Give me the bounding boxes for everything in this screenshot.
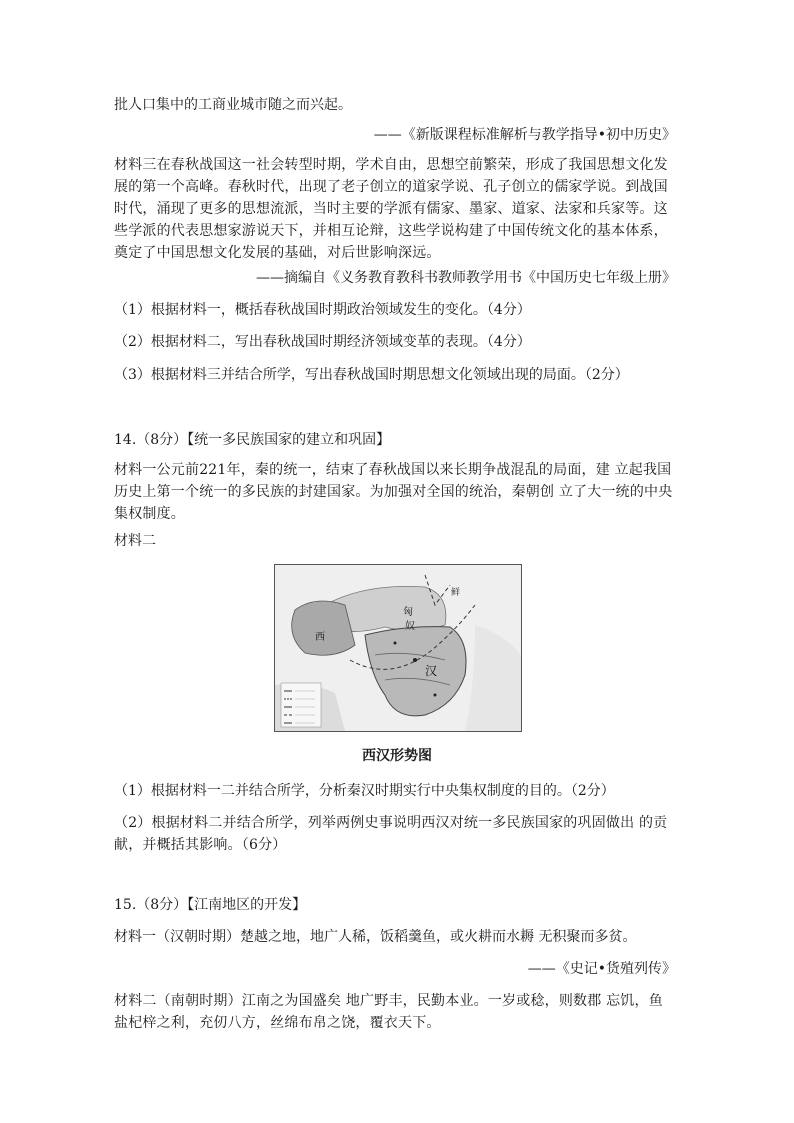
q13-question-2: （2）根据材料二，写出春秋战国时期经济领域变革的表现。（4分） [114, 334, 531, 350]
q13-question-3: （3）根据材料三并结合所学，写出春秋战国时期思想文化领域出现的局面。（2分） [114, 367, 629, 383]
map-label-han: 汉 [425, 664, 438, 678]
western-han-map [274, 564, 522, 732]
map-caption: 西汉形势图 [362, 748, 432, 764]
q15-material-2: 材料二（南朝时期）江南之为国盛矣 地广野丰，民勤本业。一岁或稔，则数郡 忘饥，鱼盐杞梓之利，充仞八方，丝绵布帛之饶，覆衣天下。 [114, 993, 663, 1031]
q15-heading: 15.（8分）【江南地区的开发】 [114, 897, 307, 913]
map-label-xianbei: 鲜 [451, 588, 461, 598]
q14-material-1: 材料一公元前221年，秦的统一，结束了春秋战国以来长期争战混乱的局面，建 立起我国历史上第一个统一的多民族的封建国家。为加强对全国的统治，秦朝创 立了大一统的中央集权制度。 [114, 462, 673, 522]
map-graphic [275, 565, 521, 731]
q14-material-2-label: 材料二 [114, 533, 156, 549]
map-label-xi: 西 [315, 632, 325, 643]
q14-heading: 14.（8分）【统一多民族国家的建立和巩固】 [114, 432, 391, 448]
q14-question-2: （2）根据材料二并结合所学，列举两例史事说明西汉对统一多民族国家的巩固做出 的贡献，并概括其影响。（6分） [114, 815, 668, 853]
source-line-2: ——摘编自《义务教育教科书教师教学用书《中国历史七年级上册》 [256, 270, 676, 286]
top-line: 批人口集中的工商业城市随之而兴起。 [114, 97, 352, 113]
q14-question-1: （1）根据材料一二并结合所学，分析秦汉时期实行中央集权制度的目的。（2分） [114, 783, 615, 799]
map-label-xiongnu-1: 匈 [403, 607, 413, 618]
q15-source: ——《史记•货殖列传》 [527, 961, 676, 977]
material-3-paragraph: 材料三在春秋战国这一社会转型时期，学术自由，思想空前繁荣，形成了我国思想文化发展的第一个高峰。春秋时代，出现了老子创立的道家学说、孔子创立的儒家学说。到战国时代，涌现了更多的思想流派，当时主要的学派有儒家、墨家、道家、法家和兵家等。这些学派的代表思想家游说天下，并相互论辩，这些学说构建了中国传统文化的基本体系，奠定了中国思想文化发展的基础，对后世影响深远。 [114, 157, 668, 261]
q15-material-1: 材料一（汉朝时期）楚越之地，地广人稀，饭稻羹鱼，或火耕而水耨 无积聚而多贫。 [114, 929, 637, 945]
q13-question-1: （1）根据材料一，概括春秋战国时期政治领域发生的变化。（4分） [114, 302, 531, 318]
source-line-1: ——《新版课程标准解析与教学指导•初中历史》 [373, 127, 676, 143]
map-label-xiongnu-2: 奴 [405, 621, 415, 632]
